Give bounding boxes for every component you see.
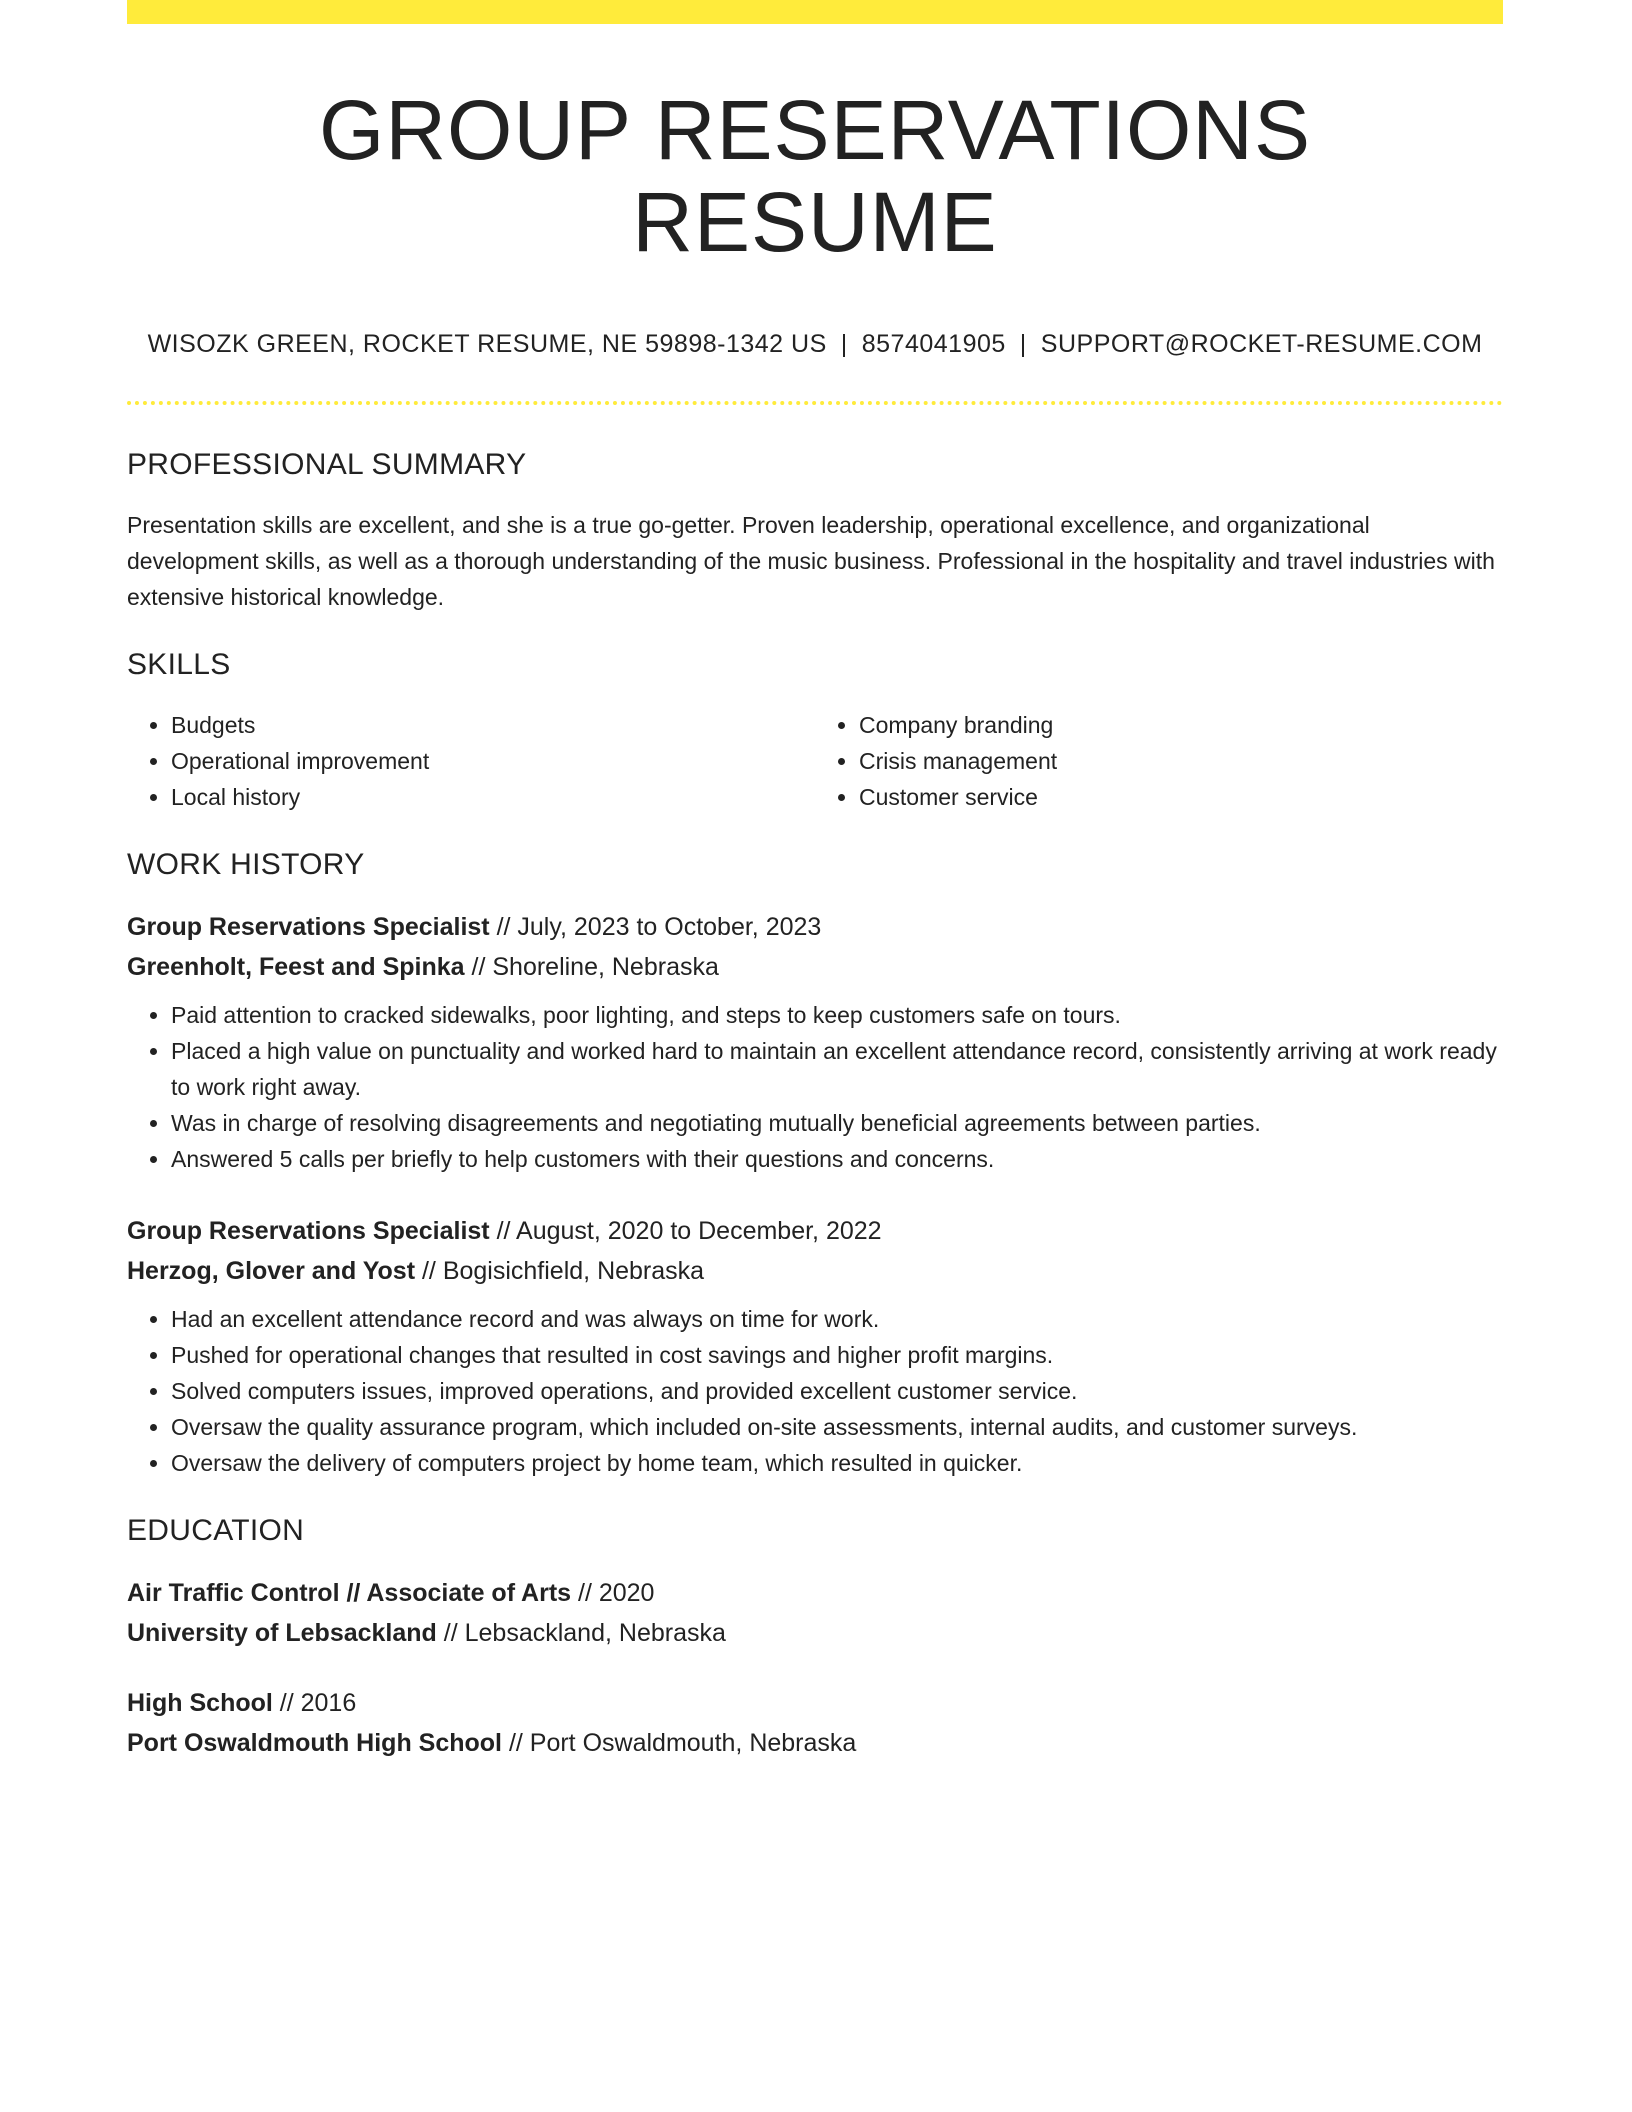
resume-title: GROUP RESERVATIONS RESUME bbox=[319, 83, 1311, 270]
summary-heading: PROFESSIONAL SUMMARY bbox=[127, 447, 527, 481]
job-bullet: • Was in charge of resolving disagreements and negotiating mutually beneficial agreements between parties. bbox=[171, 1105, 1503, 1141]
job-bullets bbox=[127, 997, 1503, 1177]
skills-heading: SKILLS bbox=[127, 647, 231, 681]
job-entry bbox=[127, 1211, 1503, 1481]
education-entry bbox=[127, 1573, 1503, 1653]
accent-bar bbox=[127, 0, 1503, 24]
job-location: // Shoreline, Nebraska bbox=[464, 952, 719, 981]
education-location: // Lebsackland, Nebraska bbox=[436, 1618, 726, 1647]
education-entry bbox=[127, 1683, 1503, 1763]
job-bullet: • Oversaw the quality assurance program, which included on-site assessments, internal audits, and customer surveys. bbox=[171, 1409, 1503, 1445]
education-school-line bbox=[127, 1723, 1503, 1763]
job-company: Herzog, Glover and Yost bbox=[127, 1256, 416, 1285]
education-year: // 2020 bbox=[571, 1578, 655, 1607]
job-bullet: • Had an excellent attendance record and was always on time for work. bbox=[171, 1301, 1503, 1337]
job-dates: // August, 2020 to December, 2022 bbox=[489, 1216, 882, 1245]
contact-email: SUPPORT@ROCKET-RESUME.COM bbox=[1040, 329, 1483, 358]
job-bullet: • Answered 5 calls per briefly to help customers with their questions and concerns. bbox=[171, 1141, 1503, 1177]
job-bullets bbox=[127, 1301, 1503, 1481]
contact-address: WISOZK GREEN, ROCKET RESUME, NE 59898-1342 US bbox=[147, 329, 827, 358]
resume-page bbox=[127, 0, 1503, 1763]
education-location: // Port Oswaldmouth, Nebraska bbox=[502, 1728, 857, 1757]
contact-line bbox=[127, 329, 1503, 359]
education-school-line bbox=[127, 1613, 1503, 1653]
skill-item: • Budgets bbox=[171, 707, 815, 743]
skills-column-left bbox=[127, 707, 815, 815]
education-year: // 2016 bbox=[272, 1688, 357, 1717]
job-role-line bbox=[127, 1211, 1503, 1251]
job-company-line bbox=[127, 1251, 1503, 1291]
skill-item: • Operational improvement bbox=[171, 743, 815, 779]
job-bullet: • Solved computers issues, improved operations, and provided excellent customer service. bbox=[171, 1373, 1503, 1409]
job-bullet: • Oversaw the delivery of computers project by home team, which resulted in quicker. bbox=[171, 1445, 1503, 1481]
skill-item: • Company branding bbox=[859, 707, 1503, 743]
education-degree-line bbox=[127, 1573, 1503, 1613]
summary-text: Presentation skills are excellent, and she is a true go-getter. Proven leadership, operational excellence, and organizational development skills, as well as a thorough understanding of the music business. Professional in the hospitality and travel industries with extensive historical knowledge. bbox=[127, 511, 1495, 610]
education-school: University of Lebsackland bbox=[127, 1618, 437, 1647]
job-bullet: • Paid attention to cracked sidewalks, poor lighting, and steps to keep customers safe on tours. bbox=[171, 997, 1503, 1033]
job-role-line bbox=[127, 907, 1503, 947]
skill-item: • Crisis management bbox=[859, 743, 1503, 779]
job-location: // Bogisichfield, Nebraska bbox=[415, 1256, 705, 1285]
education-heading: EDUCATION bbox=[127, 1513, 305, 1547]
contact-separator: | bbox=[1019, 329, 1027, 358]
job-bullet: • Pushed for operational changes that resulted in cost savings and higher profit margins. bbox=[171, 1337, 1503, 1373]
skills-list bbox=[127, 707, 1503, 815]
contact-separator: | bbox=[840, 329, 848, 358]
job-company-line bbox=[127, 947, 1503, 987]
job-company: Greenholt, Feest and Spinka bbox=[127, 952, 465, 981]
job-role: Group Reservations Specialist bbox=[127, 1216, 490, 1245]
job-dates: // July, 2023 to October, 2023 bbox=[489, 912, 822, 941]
dotted-divider bbox=[127, 401, 1503, 405]
education-degree-line bbox=[127, 1683, 1503, 1723]
job-bullet: • Placed a high value on punctuality and worked hard to maintain an excellent attendance record, consistently arriving at work ready to work right away. bbox=[171, 1033, 1503, 1105]
education-degree: Air Traffic Control // Associate of Arts bbox=[127, 1578, 572, 1607]
education-degree: High School bbox=[127, 1688, 273, 1717]
skill-item: • Local history bbox=[171, 779, 815, 815]
skills-column-right bbox=[815, 707, 1503, 815]
education-school: Port Oswaldmouth High School bbox=[127, 1728, 502, 1757]
job-role: Group Reservations Specialist bbox=[127, 912, 490, 941]
contact-phone: 8574041905 bbox=[861, 329, 1006, 358]
job-entry bbox=[127, 907, 1503, 1177]
skill-item: • Customer service bbox=[859, 779, 1503, 815]
work-history-heading: WORK HISTORY bbox=[127, 847, 365, 881]
